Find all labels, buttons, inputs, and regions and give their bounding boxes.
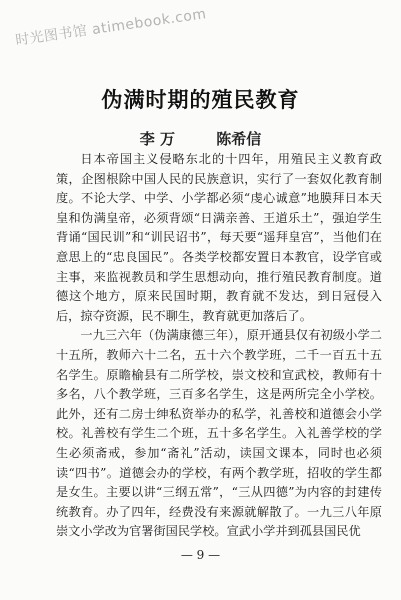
paragraph: 日本帝国主义侵略东北的十四年，用殖民主义教育政策，企图根除中国人民的民族意识，实行了一套奴化教育制度。不论大学、中学、小学都必须“虔心诚意”地膜拜日本天皇和伪满皇帝，必须背颂“日满亲善、王道乐土”，强迫学生背诵“国民训”和“训民诏书”，每天要“遥拜皇宫”，当他们在意思上的“忠良国民”。各类学校都安置日本教官，设学官或主事，来监视教员和学生思想动向，推行殖民教育制度。道德这个地方，原来民国时期，教育就不发达，到日冠侵入后，掠夺资源，民不聊生，教育就更加落后了。 — [56, 152, 382, 323]
author-line — [0, 128, 401, 149]
author-name: 李 万 — [139, 130, 175, 148]
article-title: 伪满时期的殖民教育 — [101, 87, 300, 112]
watermark: 时光图书馆 atimebook.com — [14, 6, 208, 49]
article-body — [56, 150, 382, 542]
page-number: — 9 — — [180, 548, 221, 562]
paragraph: 一九三六年（伪满康德三年），原开通县仅有初级小学二十五所，教师六十二名，五十六个教学班，二千一百五十五名学生。原瞻榆县有二所学校，崇文校和宣武校，教师有十多名，八个教学班，三百多名学生，这是两所完全小学校。此外，还有二房士绅私资举办的私学，礼善校和道德会小学校。礼善校有学生二个班，五十多名学生。入礼善学校的学生必须斋戒，参加“斋礼”活动，读国文课本，同时也必须读“四书”。道德会办的学校，有两个教学班，招收的学生都是女生。主要以讲“三纲五常”，“三从四德”为内容的封建传统教育。办了四年，经费没有来源就解散了。一九三八年原崇文小学改为官署街国民学校。宣武小学并到孤县国民优 — [56, 328, 382, 539]
author-name: 陈希信 — [216, 130, 262, 148]
